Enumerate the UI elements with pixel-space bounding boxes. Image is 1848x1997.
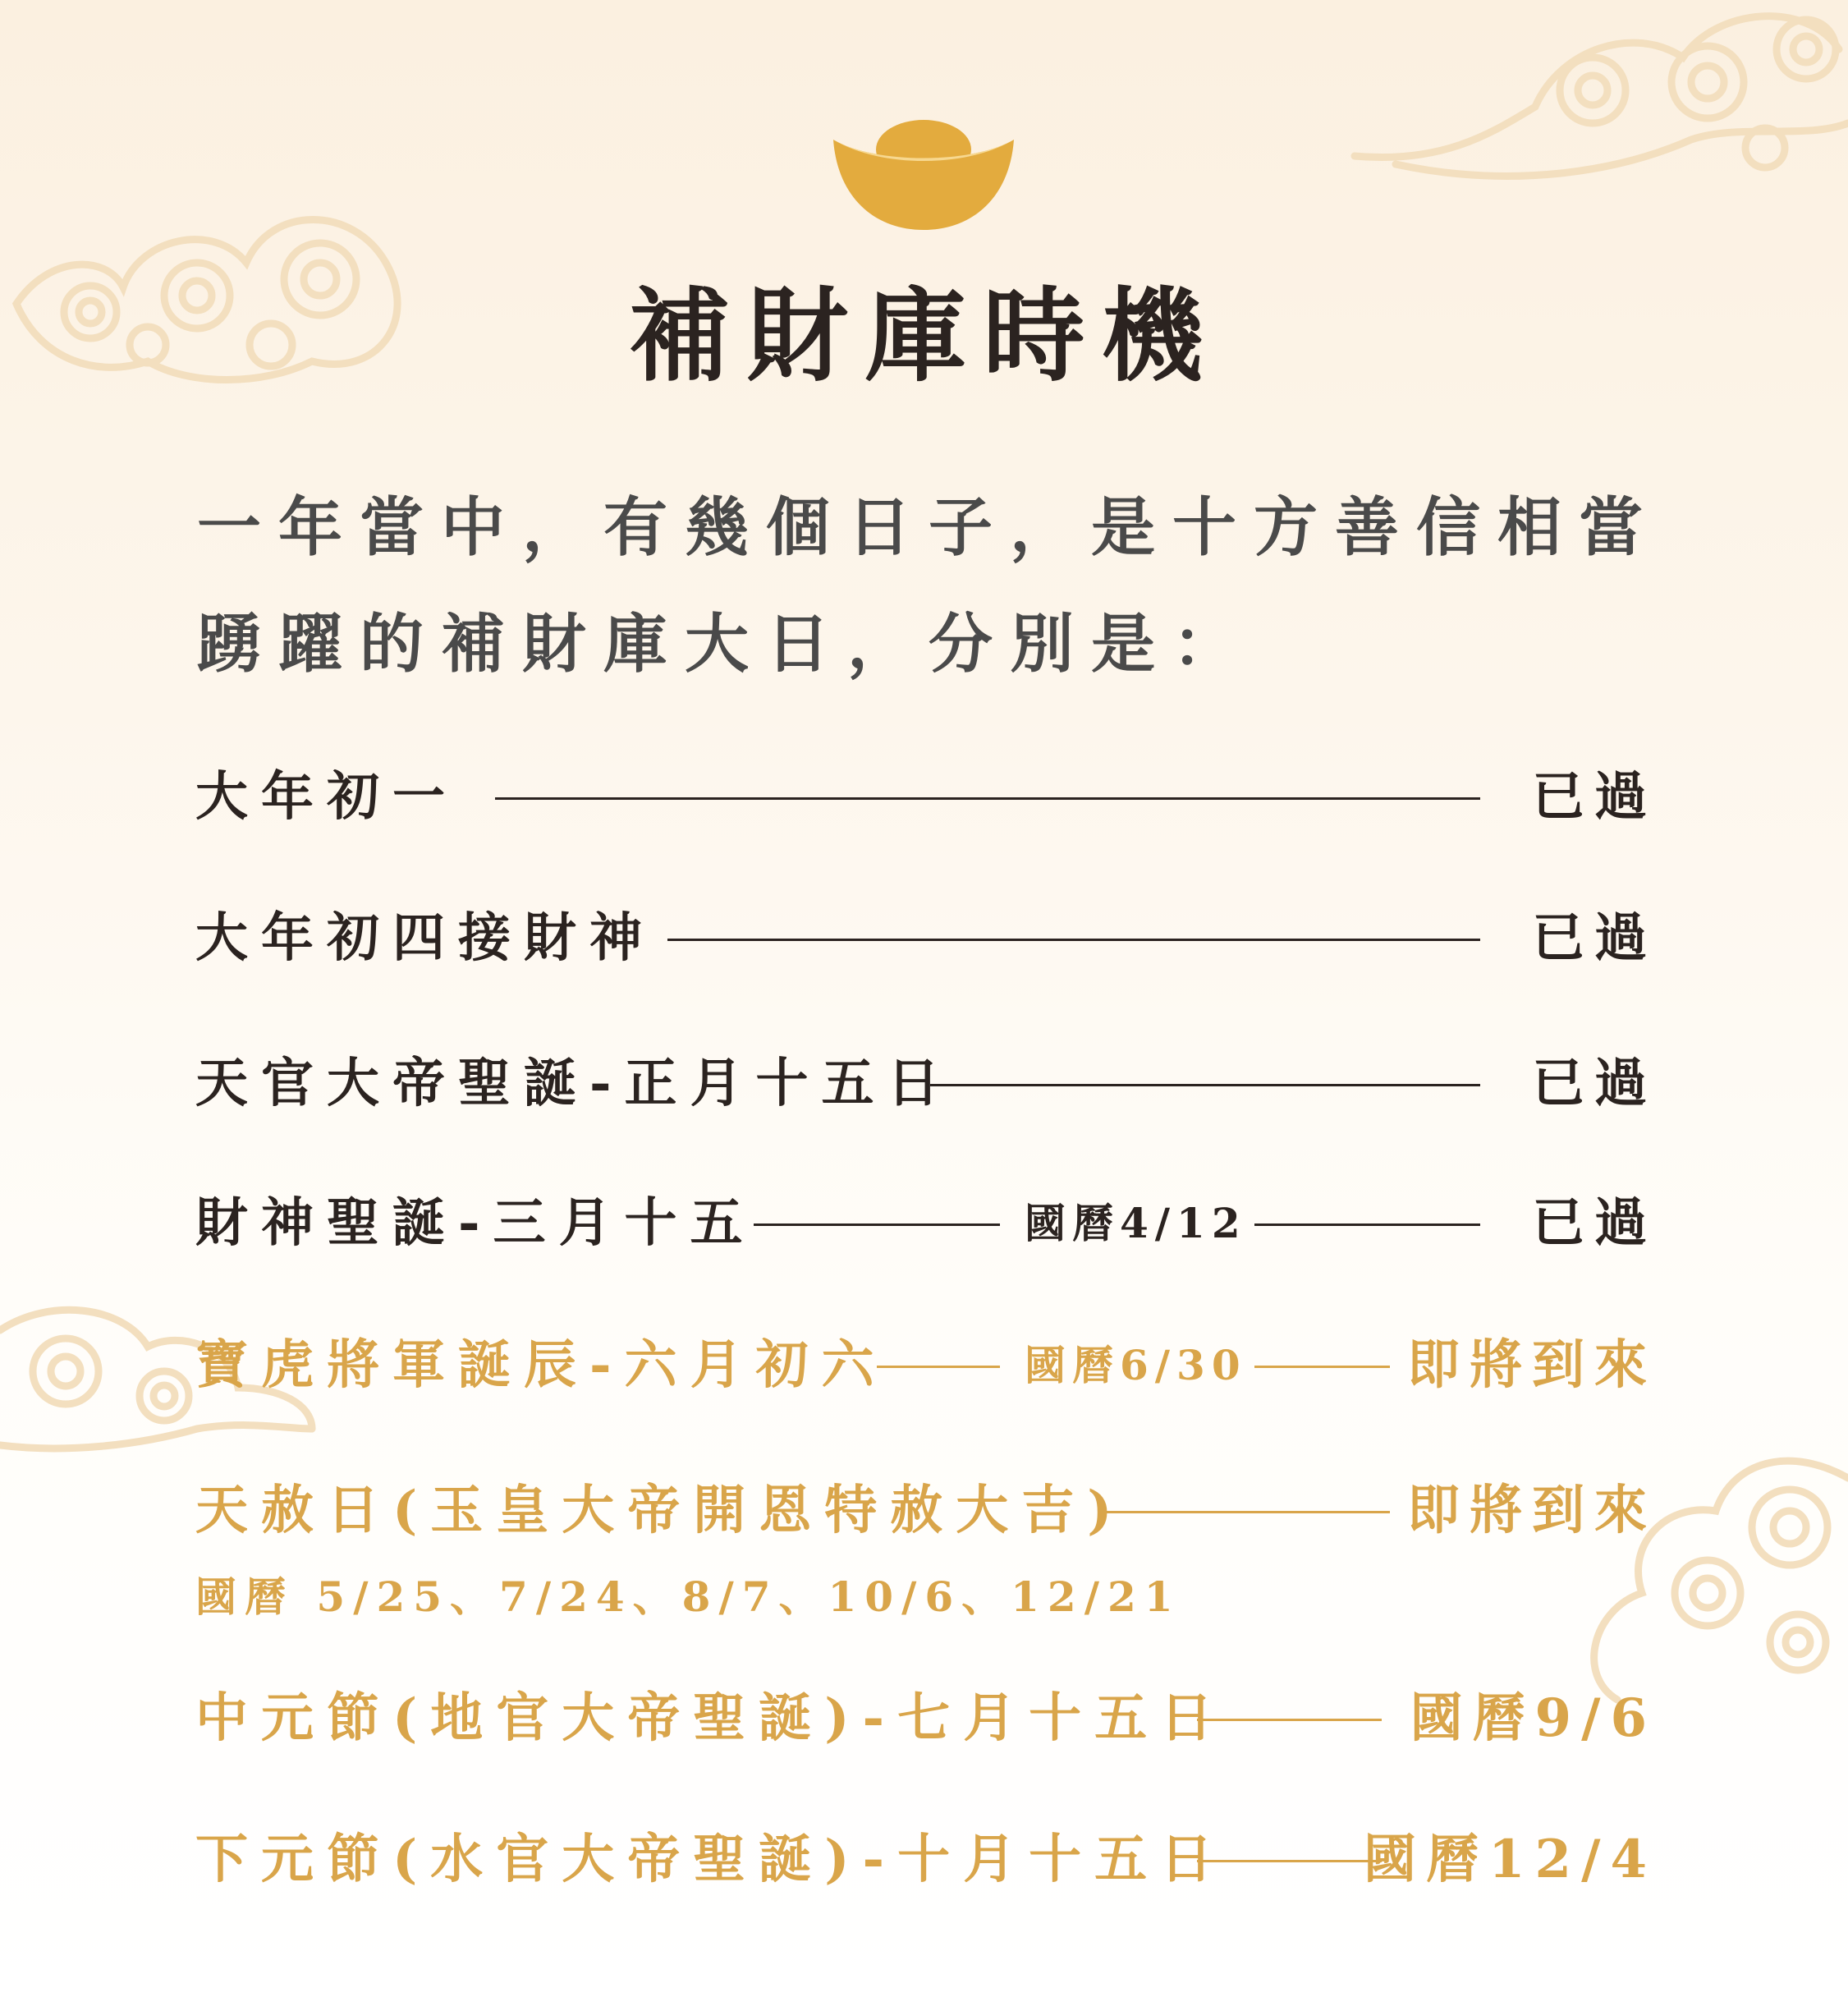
list-item — [195, 1047, 1657, 1121]
item-label: 下元節(水官大帝聖誕)-十月十五日 — [195, 1829, 1227, 1890]
item-status: 已過 — [1532, 1192, 1657, 1254]
item-status: 即將到來 — [1407, 1480, 1657, 1541]
cloud-decoration-top-right — [1346, 0, 1848, 213]
list-item — [195, 1474, 1657, 1548]
divider-line — [1197, 1860, 1382, 1862]
list-item — [195, 760, 1657, 834]
item-status: 國曆9/6 — [1410, 1687, 1657, 1749]
item-label: 天官大帝聖誕-正月十五日 — [195, 1053, 953, 1114]
item-status: 國曆12/4 — [1364, 1829, 1657, 1890]
list-item — [195, 1682, 1657, 1756]
gold-ingot-icon — [825, 115, 1022, 238]
intro-line-2: 踴躍的補財庫大日，分別是： — [197, 608, 1254, 682]
item-label: 寶虎將軍誕辰-六月初六 — [195, 1334, 887, 1396]
list-item — [195, 902, 1657, 976]
item-label: 大年初四接財神 — [195, 907, 655, 969]
item-date: 國曆4/12 — [1025, 1199, 1247, 1247]
divider-line — [495, 797, 1480, 800]
list-item — [195, 1823, 1657, 1897]
divider-line — [1254, 1223, 1480, 1226]
divider-line — [1197, 1719, 1382, 1721]
divider-line — [877, 1366, 1000, 1368]
item-status: 已過 — [1532, 1053, 1657, 1114]
intro-line-1: 一年當中，有幾個日子，是十方善信相當 — [197, 491, 1661, 565]
divider-line — [930, 1084, 1480, 1086]
page-title: 補財庫時機 — [628, 277, 1220, 396]
divider-line — [667, 939, 1480, 941]
divider-line — [1107, 1511, 1390, 1513]
divider-line — [1254, 1366, 1390, 1368]
list-item — [195, 1329, 1657, 1402]
cloud-decoration-right — [1543, 1429, 1848, 1708]
item-status: 已過 — [1532, 907, 1657, 969]
divider-line — [754, 1223, 1000, 1226]
item-sub-dates: 國曆 5/25、7/24、8/7、10/6、12/21 — [195, 1572, 1181, 1621]
item-status: 即將到來 — [1407, 1334, 1657, 1396]
item-label: 中元節(地官大帝聖誕)-七月十五日 — [195, 1687, 1227, 1749]
item-label: 天赦日(玉皇大帝開恩特赦大吉) — [195, 1480, 1126, 1541]
item-status: 已過 — [1532, 766, 1657, 828]
item-date: 國曆6/30 — [1025, 1341, 1247, 1389]
list-item — [195, 1187, 1657, 1260]
item-label: 財神聖誕-三月十五 — [195, 1192, 756, 1254]
item-label: 大年初一 — [195, 766, 458, 828]
